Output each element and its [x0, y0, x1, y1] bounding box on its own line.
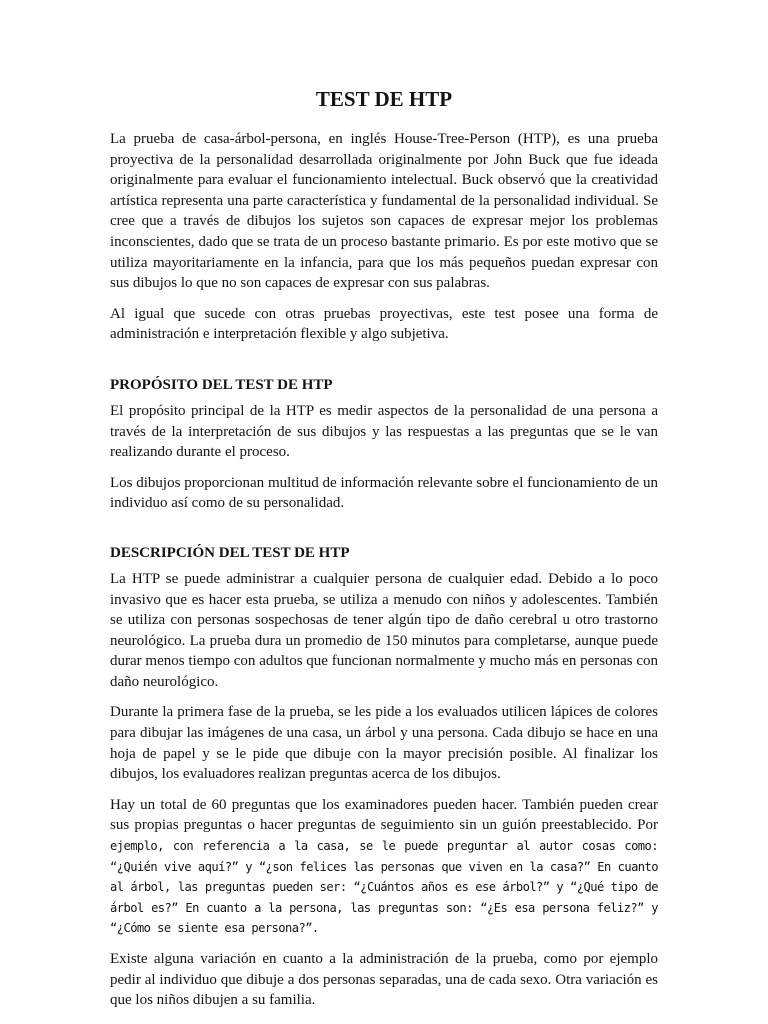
- document-body: [110, 129, 658, 1021]
- description-paragraph-3-example-part: ejemplo, con referencia a la casa, se le puede preguntar al autor cosas como: “¿Quién vive aquí?” y “¿son felices las personas que viven en la casa?” En cuanto al árbol, las preguntas pueden ser: “¿Cuántos años es ese árbol?” y “¿Qué tipo de árbol es?” En cuanto a la persona, las preguntas son: “¿Es esa persona feliz?” y “¿Cómo se siente esa persona?”.: [110, 839, 658, 936]
- document-title: TEST DE HTP: [315, 87, 453, 111]
- description-paragraph-4: Existe alguna variación en cuanto a la administración de la prueba, como por ejemplo pedir al individuo que dibuje a dos personas separadas, una de cada sexo. Otra variación es que los niños dibujen a su familia.: [110, 951, 658, 1009]
- purpose-heading: PROPÓSITO DEL TEST DE HTP: [110, 376, 333, 393]
- purpose-paragraph-1: El propósito principal de la HTP es medir aspectos de la personalidad de una persona a través de la interpretación de sus dibujos y las respuestas a las preguntas que se le van realizando durante el proceso.: [110, 402, 658, 461]
- description-paragraph-2: Durante la primera fase de la prueba, se les pide a los evaluados utilicen lápices de colores para dibujar las imágenes de una casa, un árbol y una persona. Cada dibujo se hace en una hoja de papel y se le pide que dibuje con la mayor precisión posible. Al finalizar los dibujos, los evaluadores realizan preguntas acerca de los dibujos.: [110, 704, 658, 783]
- purpose-paragraph-2: Los dibujos proporcionan multitud de información relevante sobre el funcionamiento de un individuo así como de su personalidad.: [110, 474, 658, 512]
- description-heading: DESCRIPCIÓN DEL TEST DE HTP: [110, 544, 350, 561]
- description-paragraph-3: [110, 795, 658, 939]
- description-paragraph-3-serif-part: Hay un total de 60 preguntas que los examinadores pueden hacer. También pueden crear sus propias preguntas o hacer preguntas de seguimiento sin un guión preestablecido. Por: [110, 796, 658, 834]
- intro-paragraph-2: Al igual que sucede con otras pruebas proyectivas, este test posee una forma de administración e interpretación flexible y algo subjetiva.: [110, 305, 658, 343]
- intro-paragraph-1: La prueba de casa-árbol-persona, en inglés House-Tree-Person (HTP), es una prueba proyectiva de la personalidad desarrollada originalmente por John Buck que fue ideada originalmente para evaluar el funcionamiento intelectual. Buck observó que la creatividad artística representa una parte característica y fundamental de la personalidad individual. Se cree que a través de dibujos los sujetos son capaces de expresar mejor los problemas inconscientes, dado que se trata de un proceso bastante primario. Es por este motivo que se utiliza mayoritariamente en la infancia, para que los más pequeños puedan expresar con sus dibujos lo que no son capaces de expresar con sus palabras.: [110, 131, 658, 292]
- description-paragraph-1: La HTP se puede administrar a cualquier persona de cualquier edad. Debido a lo poco invasivo que es hacer esta prueba, se utiliza a menudo con niños y adolescentes. También se utiliza con personas sospechosas de tener algún tipo de daño cerebral u otro trastorno neurológico. La prueba dura un promedio de 150 minutos para completarse, aunque puede durar menos tiempo con adultos que funcionan normalmente y mucho más en personas con daño neurológico.: [110, 570, 658, 690]
